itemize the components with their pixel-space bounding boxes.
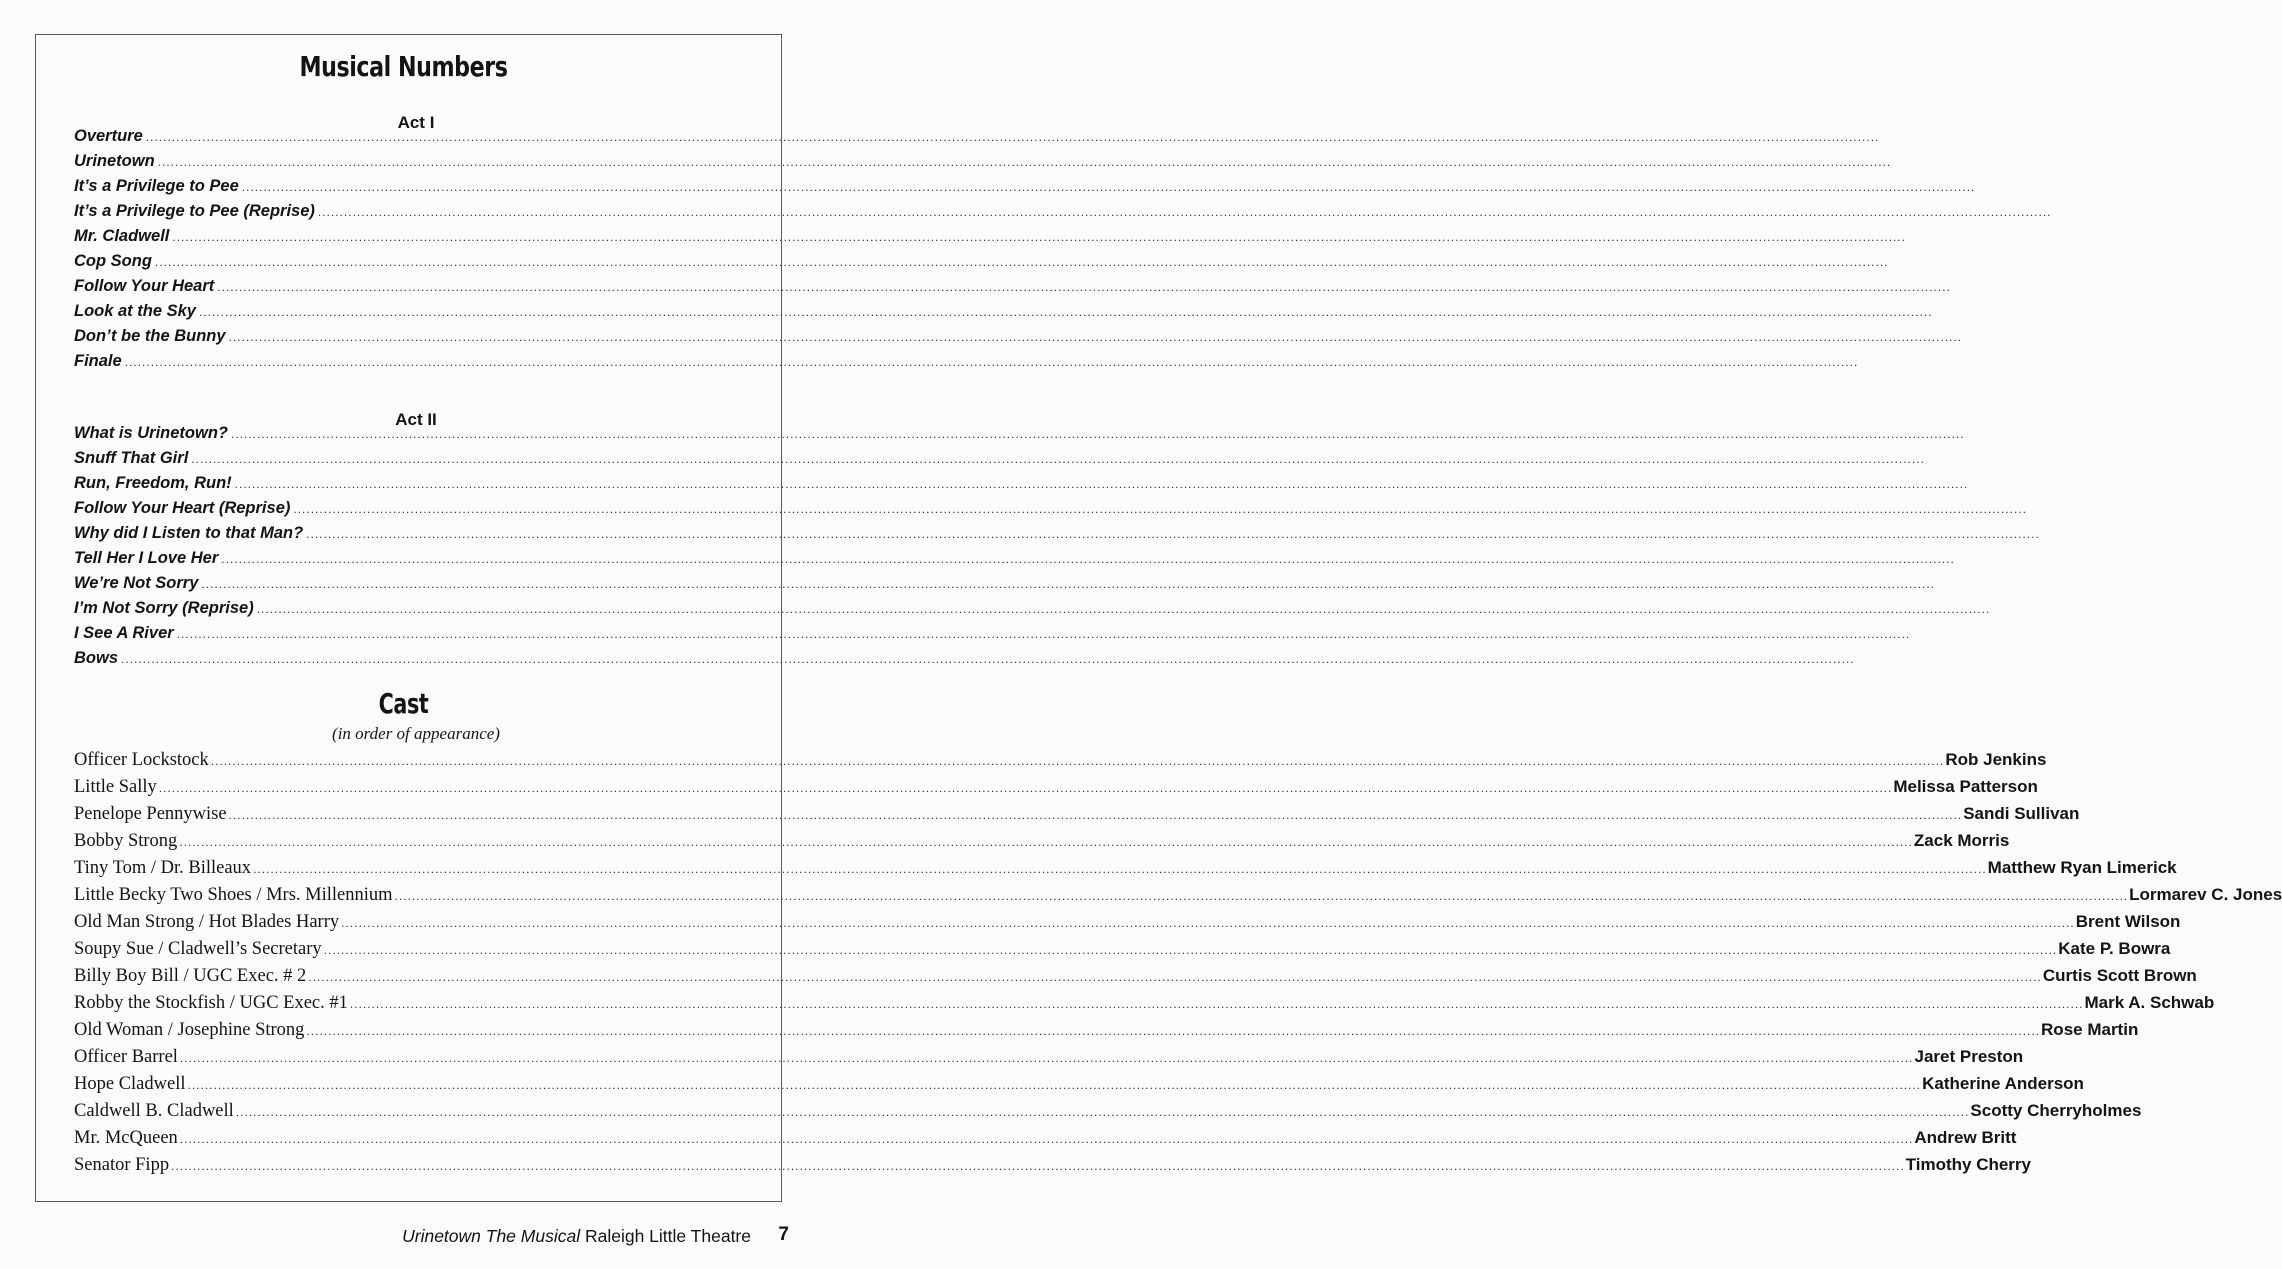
act-1-label: Act I [397,113,435,132]
song-title: I See A River [74,624,174,642]
cast-row [74,831,2010,858]
cast-actor: Lormarev C. Jones [2129,885,2282,904]
song-title: Overture [74,127,143,145]
cast-role: Caldwell B. Cladwell [74,1101,234,1121]
song-item [74,574,1935,599]
song-title: Don’t be the Bunny [74,327,226,345]
cast-actor: Curtis Scott Brown [2042,966,2197,985]
musical-numbers-title: Musical Numbers [299,50,508,83]
dot-leader: ................................................................................................................................................................................................................................................................................................................................................................................................................ [154,255,1889,269]
song-item [74,177,1976,202]
cast-row [74,966,2197,993]
cast-actor: Zack Morris [1913,831,2010,850]
cast-row [74,1155,2031,1182]
cast-role: Officer Barrel [74,1047,178,1067]
dot-leader: ................................................................................................................................................................................................................................................................................................................................................................................................................ [187,1078,1922,1092]
footer-theatre: Raleigh Little Theatre [584,1226,751,1246]
cast-title: Cast [378,687,429,720]
song-item [74,599,1991,624]
dot-leader: ................................................................................................................................................................................................................................................................................................................................................................................................................ [171,1159,1905,1173]
cast-subtitle: (in order of appearance) [332,724,500,743]
cast-row [74,939,2171,966]
dot-leader: ................................................................................................................................................................................................................................................................................................................................................................................................................ [221,552,1955,566]
dot-leader: ................................................................................................................................................................................................................................................................................................................................................................................................................ [201,577,1935,591]
song-item [74,127,1880,152]
dot-leader: ................................................................................................................................................................................................................................................................................................................................................................................................................ [191,452,1925,466]
cast-actor: Kate P. Bowra [2058,939,2171,958]
act-2-label: Act II [395,410,437,429]
song-title: Mr. Cladwell [74,227,170,245]
dot-leader: ................................................................................................................................................................................................................................................................................................................................................................................................................ [157,155,1892,169]
song-title: Why did I Listen to that Man? [74,524,304,542]
cast-role: Billy Boy Bill / UGC Exec. # 2 [74,966,307,986]
song-title: I’m Not Sorry (Reprise) [74,599,254,617]
cast-row [74,1074,2084,1101]
song-title: It’s a Privilege to Pee [74,177,239,195]
song-item [74,449,1925,474]
cast-row [74,1020,2139,1047]
song-title: Snuff That Girl [74,449,189,467]
footer-show-title: Urinetown The Musical [402,1226,581,1246]
dot-leader: ................................................................................................................................................................................................................................................................................................................................................................................................................ [158,781,1893,795]
dot-leader: ................................................................................................................................................................................................................................................................................................................................................................................................................ [394,889,2129,903]
dot-leader: ................................................................................................................................................................................................................................................................................................................................................................................................................ [235,1105,1970,1119]
song-title: Bows [74,649,119,667]
dot-leader: ................................................................................................................................................................................................................................................................................................................................................................................................................ [145,130,1880,144]
cast-actor: Andrew Britt [1914,1128,2017,1147]
cast-role: Old Woman / Josephine Strong [74,1020,305,1040]
cast-row [74,750,2047,777]
dot-leader: ................................................................................................................................................................................................................................................................................................................................................................................................................ [241,180,1976,194]
cast-role: Penelope Pennywise [74,804,227,824]
song-title: We’re Not Sorry [74,574,199,592]
dot-leader: ................................................................................................................................................................................................................................................................................................................................................................................................................ [179,835,1913,849]
dot-leader: ................................................................................................................................................................................................................................................................................................................................................................................................................ [306,527,2040,541]
cast-actor: Sandi Sullivan [1963,804,2080,823]
dot-leader: ................................................................................................................................................................................................................................................................................................................................................................................................................ [317,205,2052,219]
dot-leader: ................................................................................................................................................................................................................................................................................................................................................................................................................ [228,808,1963,822]
song-item [74,549,1955,574]
cast-row [74,1101,2142,1128]
song-item [74,352,1859,377]
song-title: What is Urinetown? [74,424,228,442]
cast-role: Little Sally [74,777,157,797]
song-item [74,524,2040,549]
footer [402,1226,751,1247]
song-item [74,277,1951,302]
song-title: Run, Freedom, Run! [74,474,232,492]
dot-leader: ................................................................................................................................................................................................................................................................................................................................................................................................................ [349,997,2084,1011]
dot-leader: ................................................................................................................................................................................................................................................................................................................................................................................................................ [228,330,1963,344]
act-1-song-list [74,127,2052,377]
cast-role: Senator Fipp [74,1155,170,1175]
dot-leader: ................................................................................................................................................................................................................................................................................................................................................................................................................ [172,230,1906,244]
cast-actor: Mark A. Schwab [2084,993,2215,1012]
song-item [74,474,1969,499]
cast-actor: Rob Jenkins [1945,750,2047,769]
song-item [74,424,1965,449]
dot-leader: ................................................................................................................................................................................................................................................................................................................................................................................................................ [176,627,1911,641]
cast-role: Robby the Stockfish / UGC Exec. #1 [74,993,348,1013]
dot-leader: ................................................................................................................................................................................................................................................................................................................................................................................................................ [179,1132,1914,1146]
cast-actor: Timothy Cherry [1905,1155,2031,1174]
cast-actor: Scotty Cherryholmes [1970,1101,2142,1120]
dot-leader: ................................................................................................................................................................................................................................................................................................................................................................................................................ [217,280,1951,294]
dot-leader: ................................................................................................................................................................................................................................................................................................................................................................................................................ [306,1024,2041,1038]
cast-actor: Katherine Anderson [1922,1074,2084,1093]
song-title: Urinetown [74,152,155,170]
dot-leader: ................................................................................................................................................................................................................................................................................................................................................................................................................ [121,652,1855,666]
song-item [74,202,2052,227]
cast-actor: Melissa Patterson [1893,777,2038,796]
cast-role: Hope Cladwell [74,1074,186,1094]
song-title: Finale [74,352,122,370]
song-item [74,152,1892,177]
dot-leader: ................................................................................................................................................................................................................................................................................................................................................................................................................ [234,477,1969,491]
dot-leader: ................................................................................................................................................................................................................................................................................................................................................................................................................ [231,427,1965,441]
cast-role: Mr. McQueen [74,1128,178,1148]
dot-leader: ................................................................................................................................................................................................................................................................................................................................................................................................................ [323,943,2058,957]
dot-leader: ................................................................................................................................................................................................................................................................................................................................................................................................................ [179,1051,1914,1065]
dot-leader: ................................................................................................................................................................................................................................................................................................................................................................................................................ [293,502,2027,516]
page-number: 7 [778,1224,789,1245]
cast-role: Old Man Strong / Hot Blades Harry [74,912,340,932]
song-title: It’s a Privilege to Pee (Reprise) [74,202,315,220]
cast-row [74,777,2038,804]
cast-list [74,750,2282,1182]
song-item [74,624,1911,649]
song-item [74,327,1963,352]
cast-row [74,993,2215,1020]
cast-actor: Brent Wilson [2075,912,2181,931]
song-item [74,252,1889,277]
song-title: Tell Her I Love Her [74,549,219,567]
cast-row [74,804,2080,831]
cast-row [74,858,2177,885]
act-2-song-list [74,424,2040,674]
dot-leader: ................................................................................................................................................................................................................................................................................................................................................................................................................ [124,355,1859,369]
cast-row [74,1128,2017,1155]
dot-leader: ................................................................................................................................................................................................................................................................................................................................................................................................................ [256,602,1991,616]
song-item [74,302,1933,327]
cast-role: Soupy Sue / Cladwell’s Secretary [74,939,322,959]
cast-role: Bobby Strong [74,831,178,851]
dot-leader: ................................................................................................................................................................................................................................................................................................................................................................................................................ [341,916,2075,930]
cast-row [74,1047,2024,1074]
cast-role: Little Becky Two Shoes / Mrs. Millennium [74,885,393,905]
dot-leader: ................................................................................................................................................................................................................................................................................................................................................................................................................ [198,305,1933,319]
song-title: Follow Your Heart (Reprise) [74,499,291,517]
song-title: Look at the Sky [74,302,196,320]
song-item [74,227,1906,252]
cast-actor: Jaret Preston [1914,1047,2024,1066]
dot-leader: ................................................................................................................................................................................................................................................................................................................................................................................................................ [308,970,2042,984]
dot-leader: ................................................................................................................................................................................................................................................................................................................................................................................................................ [253,862,1987,876]
song-item [74,499,2027,524]
cast-role: Officer Lockstock [74,750,209,770]
dot-leader: ................................................................................................................................................................................................................................................................................................................................................................................................................ [210,754,1945,768]
song-title: Cop Song [74,252,152,270]
cast-row [74,885,2282,912]
cast-actor: Rose Martin [2041,1020,2139,1039]
cast-role: Tiny Tom / Dr. Billeaux [74,858,252,878]
song-title: Follow Your Heart [74,277,215,295]
cast-row [74,912,2181,939]
song-item [74,649,1855,674]
cast-actor: Matthew Ryan Limerick [1987,858,2177,877]
